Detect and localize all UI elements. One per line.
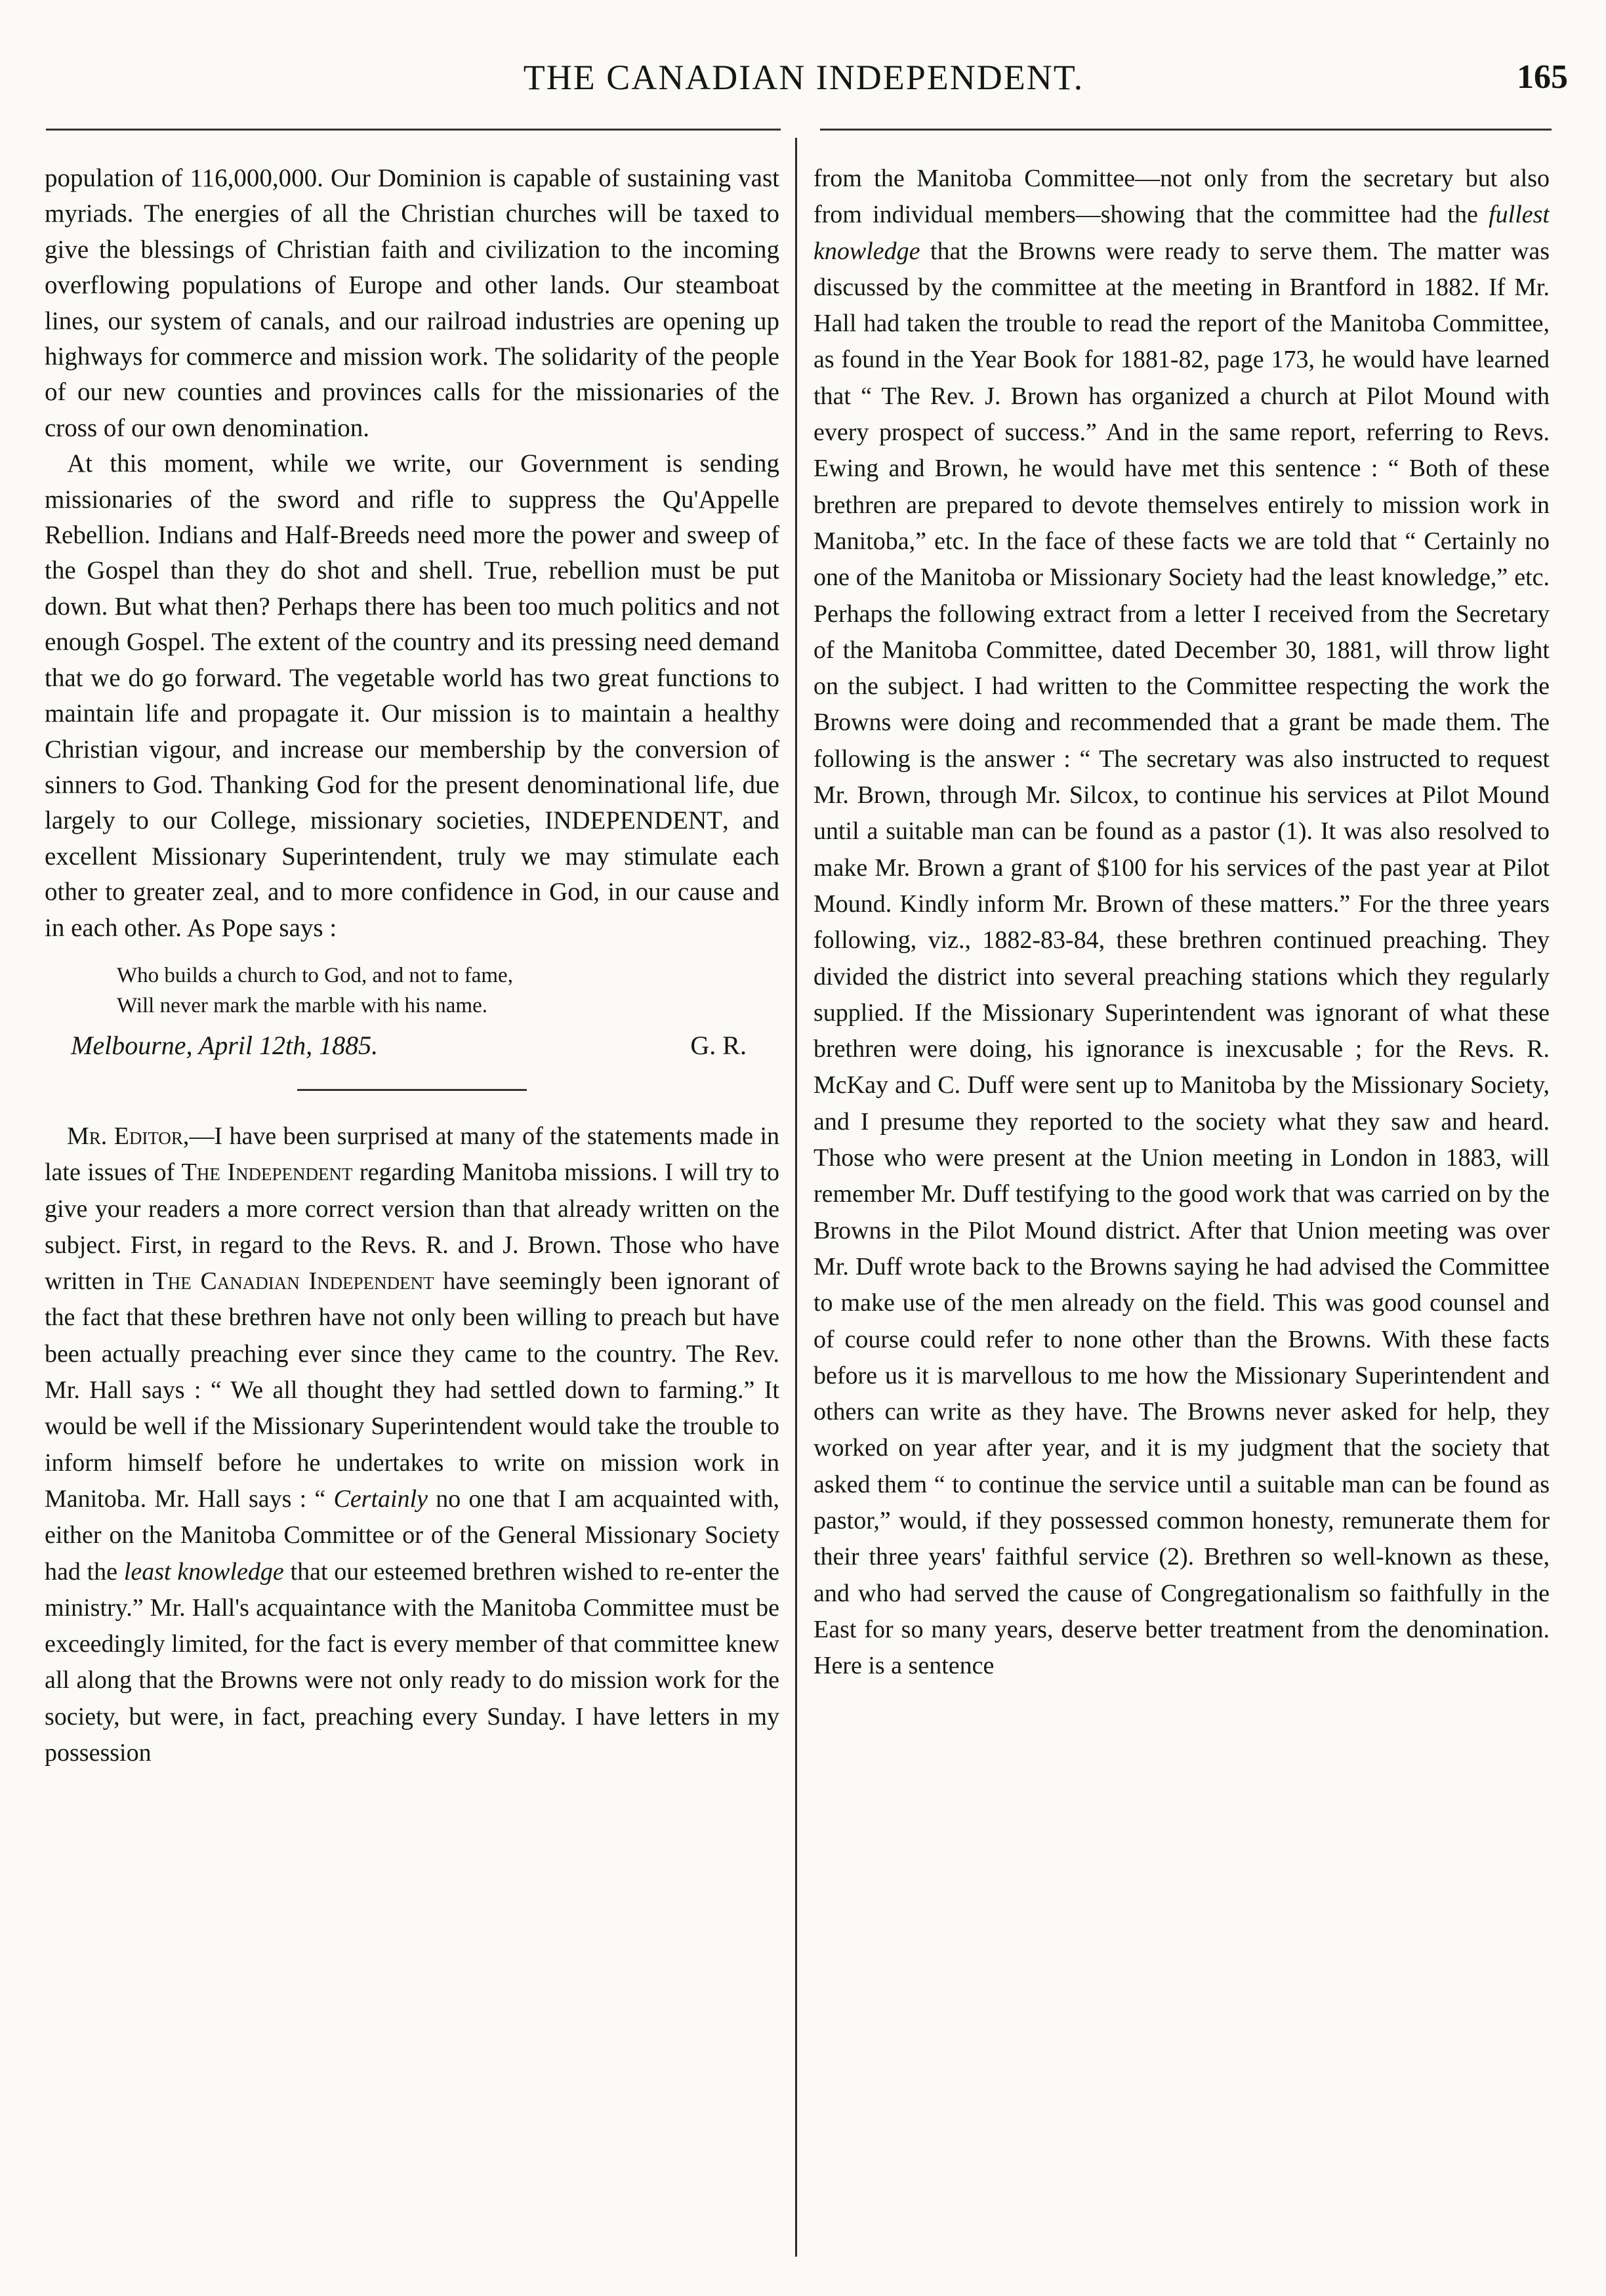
verse-line-2: Will never mark the marble with his name. xyxy=(117,993,487,1017)
letter-text-4: no one that I am acquainted with, either on the Manitoba Committee or of the General Missionary Society had the xyxy=(45,1485,779,1586)
essay-paragraph-2-tail: , and excellent Missionary Superintendent, truly we may stimulate each other to greater zeal, and to more confidence in God, in our cause and in each other. As Pope says : xyxy=(45,806,779,942)
letter-text-7: that the Browns were ready to serve them. The matter was discussed by the committee at the meeting in Brantford in 1882. If Mr. Hall had taken the trouble to read the report of the Manitoba Committee, as found in the Year Book for 1881-82, page 173, he would have learned that “ The Rev. J. Brown has organized a church at Pilot Mound with every prospect of success.” And in the same report, referring to Revs. Ewing and Brown, he would have met this sentence : “ Both of these brethren are prepared to devote themselves entirely to mission work in Manitoba,” etc. In the face of these facts we are told that “ Certainly no one of the Manitoba or Missionary Society had the least knowledge,” etc. Perhaps the following extract from a letter I received from the Secretary of the Manitoba Committee, dated December 30, 1881, will throw light on the subject. I had written to the Committee respecting the work the Browns were doing and recommended that a grant be made them. The following is the answer : “ The secretary was also instructed to request Mr. Brown, through Mr. Silcox, to continue his services at Pilot Mound until a suitable man can be found as a pastor (1). It was also resolved to make Mr. Brown a grant of $100 for his services of the past year at Pilot Mound. Kindly inform Mr. Brown of these matters.” For the three years following, viz., 1882-83-84, these brethren continued preaching. They divided the district into several preaching stations which they regularly supplied. If the Missionary Superintendent was ignorant of what these brethren were doing, his ignorance is inexcusable ; for the Revs. R. McKay and C. Duff were sent up to Manitoba by the Missionary Society, and I presume they reported to the society what they saw and heard. Those who were present at the Union meeting in London in 1883, will remember Mr. Duff testifying to the good work that was carried on by the Browns in the Pilot Mound district. After that Union meeting was over Mr. Duff wrote back to the Browns saying he had advised the Committee to make use of the men already on the field. This was good counsel and of course could refer to none other than the Browns. With these facts before us it is marvellous to me how the Missionary Superintendent and others can write as they have. The Browns never asked for help, they worked on year after year, and it is my judgment that the society that asked them “ to continue the service until a suitable man can be found as pastor,” would, if they possessed common honesty, remunerate them for their three years' faithful service (2). Brethren so well-known as these, and who had served the cause of Congregationalism so faithfully in the East for so many years, deserve better treatment from the denomination. Here is a sentence xyxy=(813,237,1550,1680)
place-date: Melbourne, April 12th, 1885. xyxy=(71,1030,379,1060)
header-rule-right xyxy=(820,129,1552,131)
emphasis-least-knowledge: least knowledge xyxy=(123,1557,284,1586)
emphasis-fullest-knowledge: fullest knowledge xyxy=(813,201,1550,265)
verse-line-1: Who builds a church to God, and not to fame, xyxy=(117,963,513,987)
running-head xyxy=(39,51,1568,104)
letter-text-5: that our esteemed brethren wished to re-enter the ministry.” Mr. Hall's acquaintance with the Manitoba Committee must be exceedingly limited, for the fact is every member of that committee knew all along that the Browns were not only ready to do mission work for the society, but were, in fact, preaching every Sunday. I have letters in my possession xyxy=(45,1557,779,1767)
letter-salutation: Mr. Editor, xyxy=(67,1122,190,1150)
letter-text-6: from the Manitoba Committee—not only from the secretary but also from individual members—showing that the committee had the xyxy=(813,165,1550,229)
essay-paragraph-2-text: At this moment, while we write, our Government is sending missionaries of the sword and rifle to suppress the Qu'Appelle Rebellion. Indians and Half-Breeds need more the power and sweep of the Gospel than they do shot and shell. True, rebellion must be put down. But what then? Perhaps there has been too much politics and not enough Gospel. The extent of the country and its pressing need demand that we do go forward. The vegetable world has two great functions to maintain life and propagate it. Our mission is to maintain a healthy Christian vigour, and increase our membership by the conversion of sinners to God. Thanking God for the present denominational life, due largely to our College, missionary societies, xyxy=(45,449,779,835)
quoted-verse xyxy=(117,960,779,1021)
canadian-independent-ref: The Canadian Independent xyxy=(152,1267,434,1296)
independent-title-ref: The Independent xyxy=(181,1158,353,1187)
right-column xyxy=(813,161,1550,2273)
column-divider xyxy=(795,138,797,2257)
essay-paragraph-2 xyxy=(45,446,779,946)
essay-paragraph-1: population of 116,000,000. Our Dominion is capable of sustaining vast myriads. The energies of all the Christian churches will be taxed to give the blessings of Christian faith and civilization to the incoming overflowing populations of Europe and other lands. Our steamboat lines, our system of canals, and our railroad industries are opening up highways for commerce and mission work. The solidarity of the people of our new counties and provinces calls for the missionaries of the cross of our own denomination. xyxy=(45,164,779,442)
letter-text-2: regarding Manitoba missions. I will try to give your readers a more correct version than that already written on the subject. First, in regard to the Revs. R. and J. Brown. Those who have written in xyxy=(45,1158,779,1296)
letter-paragraph-right xyxy=(813,161,1550,1684)
publication-title: THE CANADIAN INDEPENDENT. xyxy=(523,58,1084,97)
essay-signature-line xyxy=(71,1026,747,1065)
emphasis-certainly: Certainly xyxy=(333,1485,428,1513)
letter-paragraph-left xyxy=(45,1118,779,1771)
header-rule-left xyxy=(46,129,781,131)
independent-name: INDEPENDENT xyxy=(545,806,722,835)
letter-text-3: have seemingly been ignorant of the fact that these brethren have not only been willing to preach but have been actually preaching ever since they came to the country. The Rev. Mr. Hall says : “ We all thought they had settled down to farming.” It would be well if the Missionary Superintendent would take the trouble to inform himself before he undertakes to write on mission work in Manitoba. Mr. Hall says : “ xyxy=(45,1267,779,1513)
page-number: 165 xyxy=(1517,58,1568,96)
left-column xyxy=(45,161,779,2273)
article-separator xyxy=(297,1089,527,1091)
author-initials: G. R. xyxy=(690,1030,747,1060)
letter-text-1: —I have been surprised at many of the statements made in late issues of xyxy=(45,1122,779,1187)
